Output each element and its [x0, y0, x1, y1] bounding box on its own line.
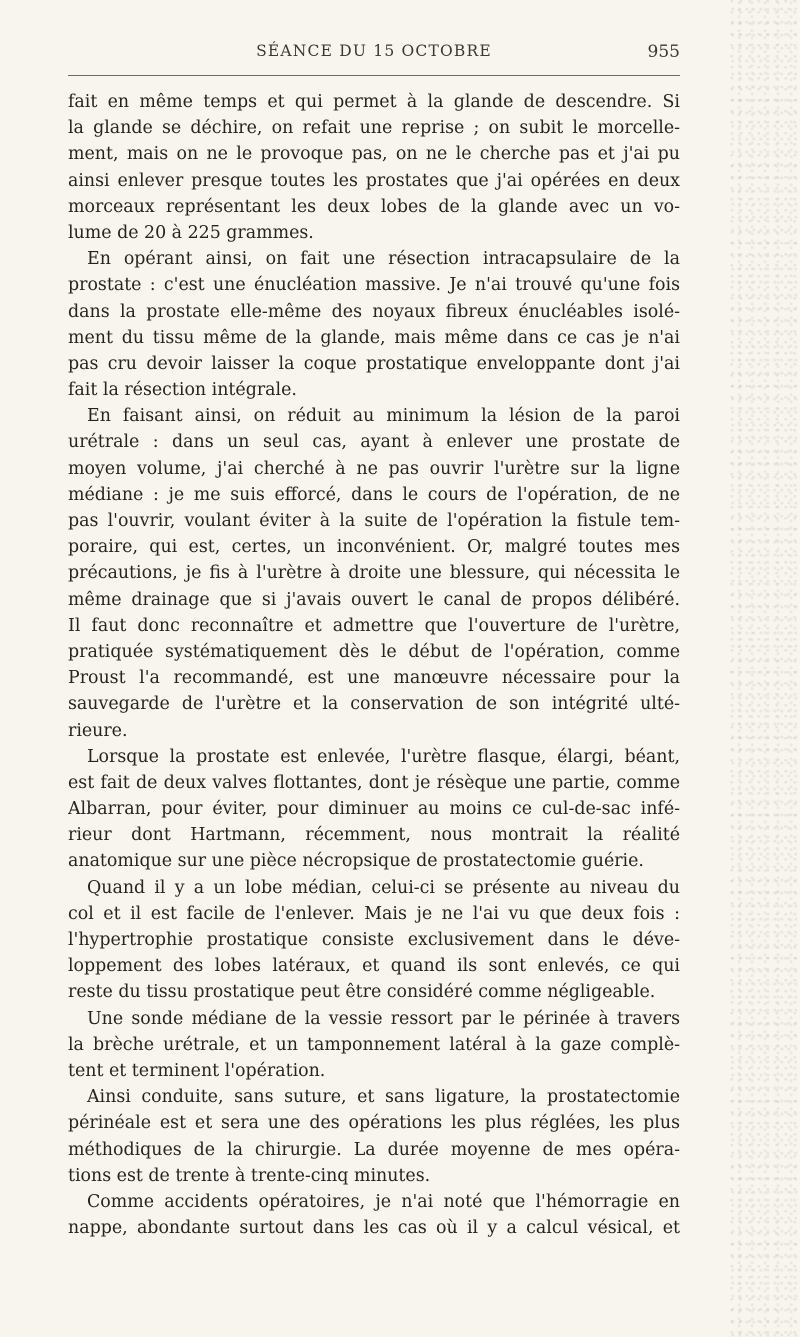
- text-line: urétrale : dans un seul cas, ayant à enlever une prostate de: [68, 432, 680, 453]
- text-line: même drainage que si j'avais ouvert le canal de propos délibéré.: [68, 589, 680, 610]
- text-line: rieur dont Hartmann, récemment, nous montrait la réalité: [68, 825, 680, 846]
- text-line: nappe, abondante surtout dans les cas où il y a calcul vésical, et: [68, 1218, 680, 1239]
- text-line: dans la prostate elle-même des noyaux fibreux énucléables isolé-: [68, 301, 680, 322]
- text-line: tent et terminent l'opération.: [68, 1060, 326, 1081]
- text-line: méthodiques de la chirurgie. La durée moyenne de mes opéra-: [68, 1139, 680, 1160]
- body-text: [68, 89, 680, 1241]
- text-line: reste du tissu prostatique peut être considéré comme négligeable.: [68, 982, 656, 1003]
- text-line: moyen volume, j'ai cherché à ne pas ouvrir l'urètre sur la ligne: [68, 458, 680, 479]
- text-line: médiane : je me suis efforcé, dans le cours de l'opération, de ne: [68, 484, 680, 505]
- text-line: ainsi enlever presque toutes les prostates que j'ai opérées en deux: [68, 170, 680, 191]
- text-line: la glande se déchire, on refait une reprise ; on subit le morcelle-: [68, 118, 680, 139]
- text-line: Quand il y a un lobe médian, celui-ci se présente au niveau du: [87, 877, 680, 898]
- page-edge-speckle: [730, 0, 800, 1337]
- page-number: 955: [647, 42, 680, 62]
- text-line: poraire, qui est, certes, un inconvénient. Or, malgré toutes mes: [68, 537, 680, 558]
- text-line: tions est de trente à trente-cinq minutes.: [68, 1165, 431, 1186]
- text-line: rieure.: [68, 720, 128, 741]
- text-line: morceaux représentant les deux lobes de la glande avec un vo-: [68, 196, 680, 217]
- text-line: En faisant ainsi, on réduit au minimum la lésion de la paroi: [87, 406, 680, 427]
- text-line: Comme accidents opératoires, je n'ai noté que l'hémorragie en: [87, 1191, 680, 1212]
- text-line: périnéale est et sera une des opérations les plus réglées, les plus: [68, 1113, 680, 1134]
- text-line: la brèche urétrale, et un tamponnement latéral à la gaze complè-: [68, 1034, 680, 1055]
- text-line: Proust l'a recommandé, est une manœuvre nécessaire pour la: [68, 668, 680, 689]
- text-line: ment du tissu même de la glande, mais même dans ce cas je n'ai: [68, 327, 680, 348]
- text-line: ment, mais on ne le provoque pas, on ne le cherche pas et j'ai pu: [68, 144, 680, 165]
- text-line: fait la résection intégrale.: [68, 380, 297, 401]
- text-line: est fait de deux valves flottantes, dont je résèque une partie, comme: [68, 772, 680, 793]
- running-head: SÉANCE DU 15 OCTOBRE: [256, 42, 492, 60]
- text-line: pas l'ouvrir, voulant éviter à la suite de l'opération la fistule tem-: [68, 511, 680, 531]
- text-line: Une sonde médiane de la vessie ressort par le périnée à travers: [87, 1008, 680, 1029]
- text-line: prostate : c'est une énucléation massive. Je n'ai trouvé qu'une fois: [68, 275, 680, 296]
- text-line: lume de 20 à 225 grammes.: [68, 222, 314, 243]
- text-line: Lorsque la prostate est enlevée, l'urètre flasque, élargi, béant,: [87, 746, 680, 767]
- text-line: En opérant ainsi, on fait une résection intracapsulaire de la: [87, 249, 680, 270]
- page-header: [68, 42, 680, 66]
- text-line: pas cru devoir laisser la coque prostatique enveloppante dont j'ai: [68, 353, 680, 374]
- text-line: Ainsi conduite, sans suture, et sans ligature, la prostatectomie: [87, 1087, 680, 1108]
- text-line: fait en même temps et qui permet à la glande de descendre. Si: [68, 92, 680, 112]
- text-line: Albarran, pour éviter, pour diminuer au moins ce cul-de-sac infé-: [68, 799, 680, 820]
- text-line: loppement des lobes latéraux, et quand ils sont enlevés, ce qui: [68, 956, 680, 977]
- text-line: col et il est facile de l'enlever. Mais je ne l'ai vu que deux fois :: [68, 903, 680, 924]
- text-line: Il faut donc reconnaître et admettre que l'ouverture de l'urètre,: [68, 615, 680, 636]
- text-line: pratiquée systématiquement dès le début de l'opération, comme: [68, 641, 680, 662]
- text-line: l'hypertrophie prostatique consiste exclusivement dans le déve-: [68, 930, 680, 950]
- text-line: sauvegarde de l'urètre et la conservation de son intégrité ulté-: [68, 694, 680, 715]
- text-line: anatomique sur une pièce nécropsique de prostatectomie guérie.: [68, 851, 644, 872]
- text-line: précautions, je fis à l'urètre à droite une blessure, qui nécessita le: [68, 563, 680, 584]
- header-rule: [68, 75, 680, 76]
